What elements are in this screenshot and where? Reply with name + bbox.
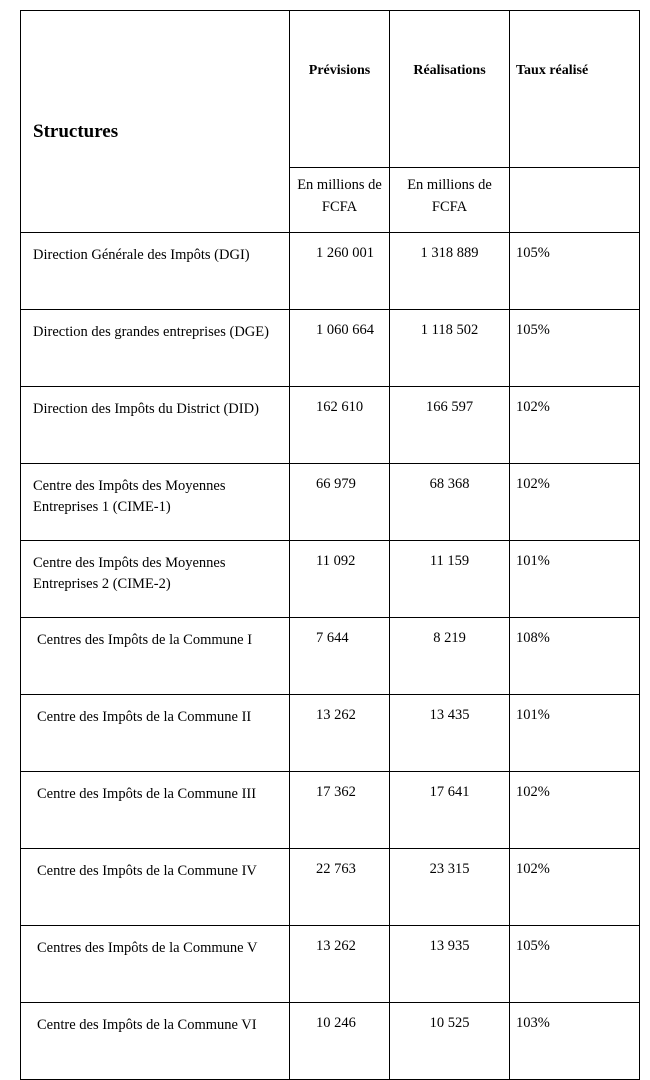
cell-realisations: 1 318 889: [390, 233, 510, 310]
cell-structure: [21, 387, 290, 464]
table-row: [21, 387, 640, 464]
header-taux: Taux réalisé: [510, 11, 640, 168]
cell-previsions: 13 262: [290, 695, 390, 772]
cell-previsions: 1 060 664: [290, 310, 390, 387]
cell-taux: 102%: [510, 387, 640, 464]
cell-structure: [21, 849, 290, 926]
unit-previsions: [290, 168, 390, 233]
table-row: [21, 464, 640, 541]
table-row: [21, 695, 640, 772]
header-realisations: Réalisations: [390, 11, 510, 168]
structure-line: Direction Générale des Impôts (DGI): [33, 247, 250, 263]
cell-taux: 103%: [510, 1003, 640, 1080]
cell-taux: 102%: [510, 464, 640, 541]
cell-realisations: 8 219: [390, 618, 510, 695]
structure-line: Centres des Impôts de la Commune V: [37, 940, 258, 956]
cell-previsions: 17 362: [290, 772, 390, 849]
table-row: [21, 926, 640, 1003]
cell-structure: [21, 618, 290, 695]
cell-taux: 102%: [510, 772, 640, 849]
results-table: [20, 10, 640, 1080]
table-row: [21, 772, 640, 849]
cell-previsions: 13 262: [290, 926, 390, 1003]
unit-realisations-line-2: FCFA: [431, 199, 468, 215]
cell-taux: 105%: [510, 926, 640, 1003]
table-row: [21, 1003, 640, 1080]
cell-previsions: 1 260 001: [290, 233, 390, 310]
header-structures: Structures: [21, 11, 290, 233]
cell-structure: [21, 464, 290, 541]
header-row: [21, 11, 640, 168]
unit-previsions-line-2: FCFA: [321, 199, 358, 215]
table-body: [21, 233, 640, 1080]
table-row: [21, 618, 640, 695]
unit-realisations: [390, 168, 510, 233]
structure-line: Centre des Impôts de la Commune IV: [37, 863, 257, 879]
structure-line: Centre des Impôts de la Commune VI: [37, 1017, 257, 1033]
cell-previsions: 10 246: [290, 1003, 390, 1080]
cell-realisations: 166 597: [390, 387, 510, 464]
table-row: [21, 310, 640, 387]
structure-line: Entreprises 2 (CIME-2): [33, 576, 171, 592]
cell-realisations: 23 315: [390, 849, 510, 926]
table-row: [21, 849, 640, 926]
structure-line: Direction des grandes entreprises (DGE): [33, 324, 269, 340]
structure-line: Centre des Impôts de la Commune II: [37, 709, 252, 725]
cell-previsions: 162 610: [290, 387, 390, 464]
cell-previsions: 66 979: [290, 464, 390, 541]
cell-realisations: 10 525: [390, 1003, 510, 1080]
cell-realisations: 1 118 502: [390, 310, 510, 387]
cell-structure: [21, 310, 290, 387]
cell-realisations: 17 641: [390, 772, 510, 849]
cell-previsions: 11 092: [290, 541, 390, 618]
cell-structure: [21, 772, 290, 849]
cell-taux: 105%: [510, 310, 640, 387]
structure-line: Centre des Impôts de la Commune III: [37, 786, 257, 802]
cell-taux: 105%: [510, 233, 640, 310]
structure-line: Direction des Impôts du District (DID): [33, 401, 259, 417]
structure-line: Centre des Impôts des Moyennes: [33, 555, 226, 571]
structure-line: Centre des Impôts des Moyennes: [33, 478, 226, 494]
cell-structure: [21, 926, 290, 1003]
cell-structure: [21, 1003, 290, 1080]
table-row: [21, 233, 640, 310]
cell-structure: [21, 695, 290, 772]
structure-line: Centres des Impôts de la Commune I: [37, 632, 253, 648]
cell-previsions: 7 644: [290, 618, 390, 695]
cell-structure: [21, 233, 290, 310]
header-previsions: Prévisions: [290, 11, 390, 168]
cell-realisations: 11 159: [390, 541, 510, 618]
unit-realisations-line-1: En millions de: [407, 177, 492, 193]
table-row: [21, 541, 640, 618]
cell-taux: 101%: [510, 695, 640, 772]
cell-realisations: 13 935: [390, 926, 510, 1003]
cell-previsions: 22 763: [290, 849, 390, 926]
cell-structure: [21, 541, 290, 618]
cell-realisations: 68 368: [390, 464, 510, 541]
structure-line: Entreprises 1 (CIME-1): [33, 499, 171, 515]
cell-taux: 108%: [510, 618, 640, 695]
cell-taux: 102%: [510, 849, 640, 926]
unit-previsions-line-1: En millions de: [297, 177, 382, 193]
cell-taux: 101%: [510, 541, 640, 618]
cell-realisations: 13 435: [390, 695, 510, 772]
unit-taux: [510, 168, 640, 233]
